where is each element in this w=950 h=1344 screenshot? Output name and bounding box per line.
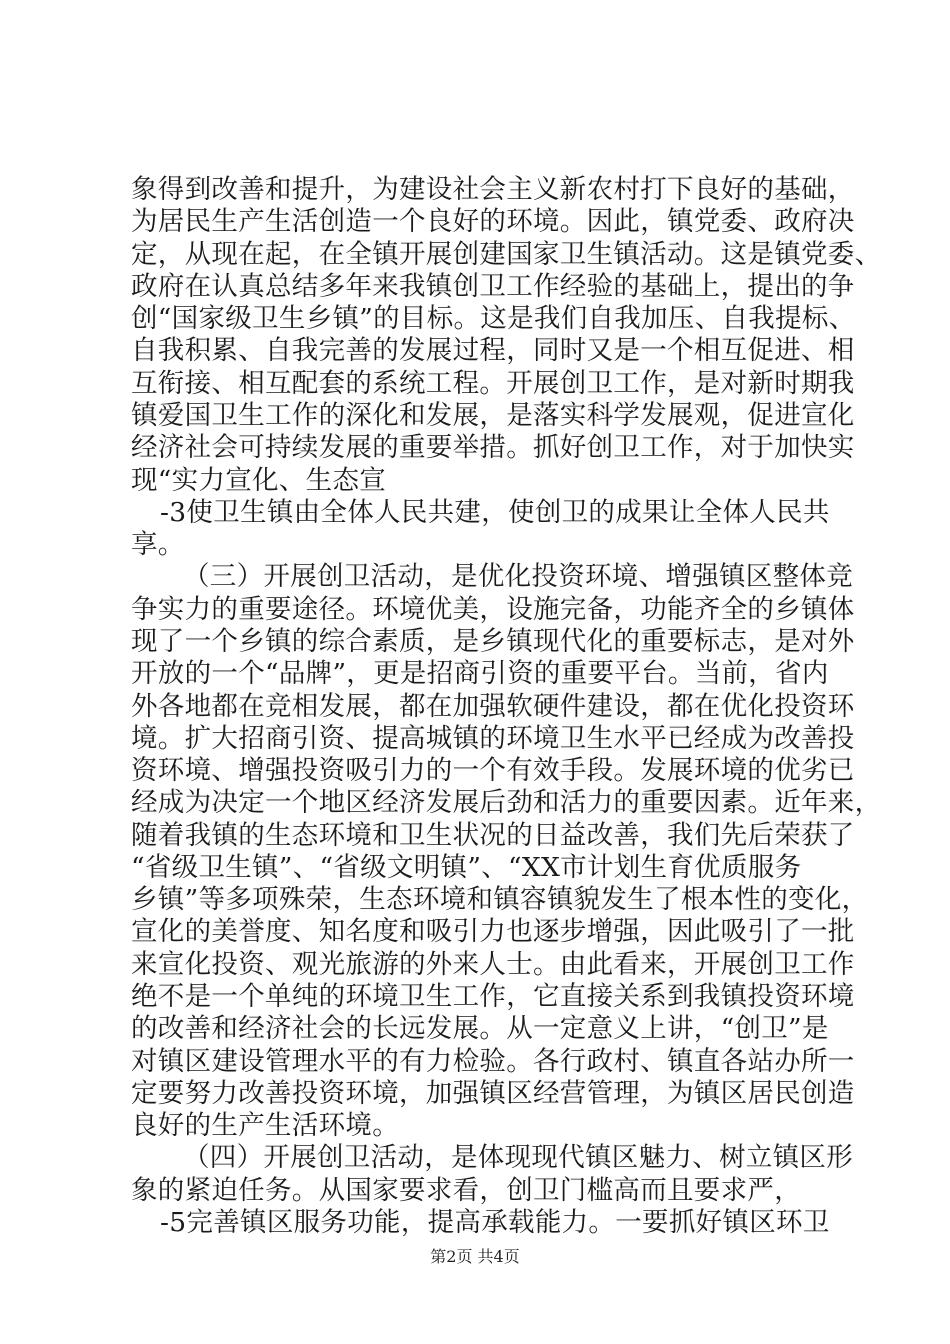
text-line: 开放的一个“品牌”，更是招商引资的重要平台。当前，省内 xyxy=(131,658,829,690)
text-line: -3使卫生镇由全体人民共建，使创卫的成果让全体人民共 xyxy=(160,496,830,528)
text-line: 资环境、增强投资吸引力的一个有效手段。发展环境的优劣已 xyxy=(131,755,855,787)
text-line: 外各地都在竞相发展，都在加强软硬件建设，都在优化投资环 xyxy=(131,690,855,722)
text-line: “省级卫生镇”、“省级文明镇”、“XX市计划生育优质服务 xyxy=(131,851,802,883)
text-line: 对镇区建设管理水平的有力检验。各行政村、镇直各站办所一 xyxy=(131,1045,855,1077)
text-line: 现“实力宣化、生态宣 xyxy=(131,464,387,496)
text-line: 定，从现在起，在全镇开展创建国家卫生镇活动。这是镇党委、 xyxy=(131,238,882,270)
text-line: 经成为决定一个地区经济发展后劲和活力的重要因素。近年来， xyxy=(131,787,882,819)
page-number-footer: 第2页 共4页 xyxy=(430,1247,520,1266)
text-line: 乡镇”等多项殊荣，生态环境和镇容镇貌发生了根本性的变化， xyxy=(131,884,869,916)
text-line: 争实力的重要途径。环境优美，设施完备，功能齐全的乡镇体 xyxy=(131,593,855,625)
text-line: 互衔接、相互配套的系统工程。开展创卫工作，是对新时期我 xyxy=(131,367,855,399)
text-line: 为居民生产生活创造一个良好的环境。因此，镇党委、政府决 xyxy=(131,206,855,238)
text-line: 定要努力改善投资环境，加强镇区经营管理，为镇区居民创造 xyxy=(131,1077,855,1109)
text-line: -5完善镇区服务功能，提高承载能力。一要抓好镇区环卫 xyxy=(160,1207,830,1238)
text-line: 经济社会可持续发展的重要举措。抓好创卫工作，对于加快实 xyxy=(131,432,855,464)
text-line: 境。扩大招商引资、提高城镇的环境卫生水平已经成为改善投 xyxy=(131,722,855,754)
text-line: 的改善和经济社会的长远发展。从一定意义上讲，“创卫”是 xyxy=(131,1013,829,1045)
text-line: 良好的生产生活环境。 xyxy=(131,1110,399,1142)
paragraph-4-start: （四）开展创卫活动，是体现现代镇区魅力、树立镇区形 xyxy=(183,1142,853,1174)
text-line: 享。 xyxy=(131,529,185,561)
text-line: 创“国家级卫生乡镇”的目标。这是我们自我加压、自我提标、 xyxy=(131,303,856,335)
text-line: 象的紧迫任务。从国家要求看，创卫门槛高而且要求严， xyxy=(131,1174,801,1206)
text-line: 宣化的美誉度、知名度和吸引力也逐步增强，因此吸引了一批 xyxy=(131,916,855,948)
text-line: 来宣化投资、观光旅游的外来人士。由此看来，开展创卫工作 xyxy=(131,948,855,980)
paragraph-3-start: （三）开展创卫活动，是优化投资环境、增强镇区整体竞 xyxy=(183,561,853,593)
text-line: 随着我镇的生态环境和卫生状况的日益改善，我们先后荣获了 xyxy=(131,819,855,851)
text-line: 绝不是一个单纯的环境卫生工作，它直接关系到我镇投资环境 xyxy=(131,981,855,1013)
text-line: 象得到改善和提升，为建设社会主义新农村打下良好的基础， xyxy=(131,174,855,205)
text-line: 自我积累、自我完善的发展过程，同时又是一个相互促进、相 xyxy=(131,335,855,367)
text-line: 政府在认真总结多年来我镇创卫工作经验的基础上，提出的争 xyxy=(131,270,855,302)
text-line: 镇爱国卫生工作的深化和发展，是落实科学发展观，促进宣化 xyxy=(131,399,855,431)
text-line: 现了一个乡镇的综合素质，是乡镇现代化的重要标志，是对外 xyxy=(131,625,855,657)
